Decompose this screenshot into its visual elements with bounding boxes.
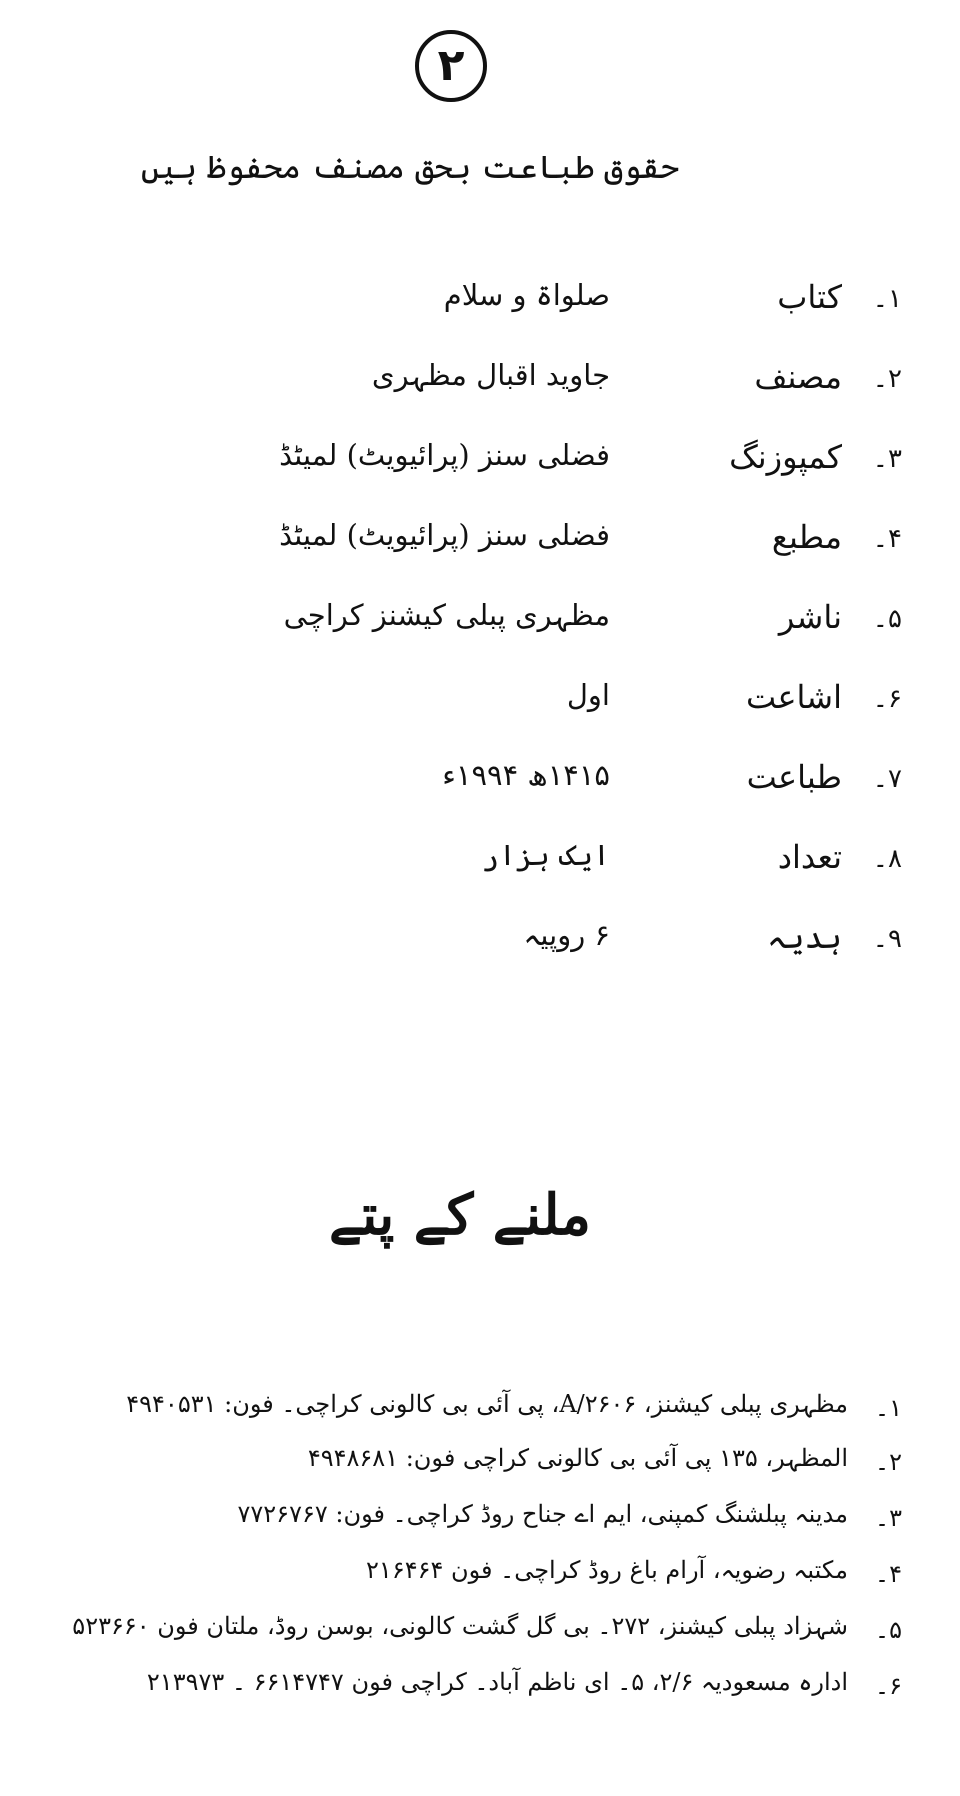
address-item — [0, 1668, 960, 1724]
detail-value: ۶ روپیہ — [523, 918, 610, 952]
detail-value: اول — [566, 678, 610, 712]
detail-label: مصنف — [754, 358, 842, 396]
detail-number: ۳۔ — [872, 444, 902, 474]
detail-label: کمپوزنگ — [729, 438, 842, 476]
detail-label: ہدیہ — [767, 918, 842, 956]
detail-row — [0, 438, 960, 498]
detail-value: ایک ہزار — [481, 838, 610, 872]
detail-label: ناشر — [778, 598, 842, 636]
detail-value: صلواۃ و سلام — [443, 278, 610, 312]
detail-value: فضلی سنز (پرائیویٹ) لمیٹڈ — [279, 518, 610, 552]
address-item — [0, 1390, 960, 1446]
addresses-heading: ملنے کے پتے — [328, 1182, 591, 1248]
detail-number: ۱۔ — [872, 284, 902, 314]
detail-value: مظہری پبلی کیشنز کراچی — [283, 598, 610, 632]
detail-label: اشاعت — [746, 678, 842, 716]
detail-label: مطبع — [771, 518, 842, 556]
detail-number: ۹۔ — [872, 924, 902, 954]
address-text: المظہر، ۱۳۵ پی آئی بی کالونی کراچی فون: ۴۹۴۸۶۸۱ — [307, 1444, 848, 1472]
detail-row — [0, 598, 960, 658]
detail-value: ۱۴۱۵ھ ۱۹۹۴ء — [442, 758, 610, 792]
address-text: مظہری پبلی کیشنز، A/۲۶۰۶، پی آئی بی کالونی کراچی۔ فون: ۴۹۴۰۵۳۱ — [126, 1390, 848, 1418]
detail-row — [0, 358, 960, 418]
detail-row — [0, 518, 960, 578]
page-number: ۲ — [437, 40, 465, 91]
address-number: ۲۔ — [875, 1448, 902, 1476]
address-number: ۳۔ — [875, 1504, 902, 1532]
page-number-badge — [415, 30, 487, 102]
copyright-notice: حقوق طباعت بحق مصنف محفوظ ہیں — [140, 148, 680, 186]
detail-row — [0, 758, 960, 818]
detail-label: تعداد — [777, 838, 842, 876]
address-text: شہزاد پبلی کیشنز، ۲۷۲۔ بی گل گشت کالونی، بوسن روڈ، ملتان فون ۵۲۳۶۶۰ — [72, 1612, 848, 1640]
detail-number: ۲۔ — [872, 364, 902, 394]
detail-value: جاوید اقبال مظہری — [371, 358, 610, 392]
address-number: ۴۔ — [875, 1560, 902, 1588]
address-text: ادارہ مسعودیہ ۲/۶، ۵۔ ای ناظم آباد۔ کراچی فون ۶۶۱۴۷۴۷ ۔ ۲۱۳۹۷۳ — [146, 1668, 848, 1696]
detail-label: طباعت — [746, 758, 842, 796]
detail-number: ۴۔ — [872, 524, 902, 554]
address-text: مکتبہ رضویہ، آرام باغ روڈ کراچی۔ فون ۲۱۶۴۶۴ — [366, 1556, 848, 1584]
detail-row — [0, 918, 960, 978]
detail-value: فضلی سنز (پرائیویٹ) لمیٹڈ — [279, 438, 610, 472]
detail-row — [0, 838, 960, 898]
detail-row — [0, 278, 960, 338]
address-item — [0, 1500, 960, 1556]
detail-label: کتاب — [777, 278, 842, 316]
address-text: مدینہ پبلشنگ کمپنی، ایم اے جناح روڈ کراچی۔ فون: ۷۷۲۶۷۶۷ — [237, 1500, 848, 1528]
address-number: ۶۔ — [875, 1672, 902, 1700]
address-number: ۱۔ — [875, 1394, 902, 1422]
detail-number: ۷۔ — [872, 764, 902, 794]
detail-number: ۸۔ — [872, 844, 902, 874]
detail-number: ۵۔ — [872, 604, 902, 634]
address-item — [0, 1612, 960, 1668]
address-number: ۵۔ — [875, 1616, 902, 1644]
address-item — [0, 1556, 960, 1612]
detail-row — [0, 678, 960, 738]
address-item — [0, 1444, 960, 1500]
detail-number: ۶۔ — [872, 684, 902, 714]
